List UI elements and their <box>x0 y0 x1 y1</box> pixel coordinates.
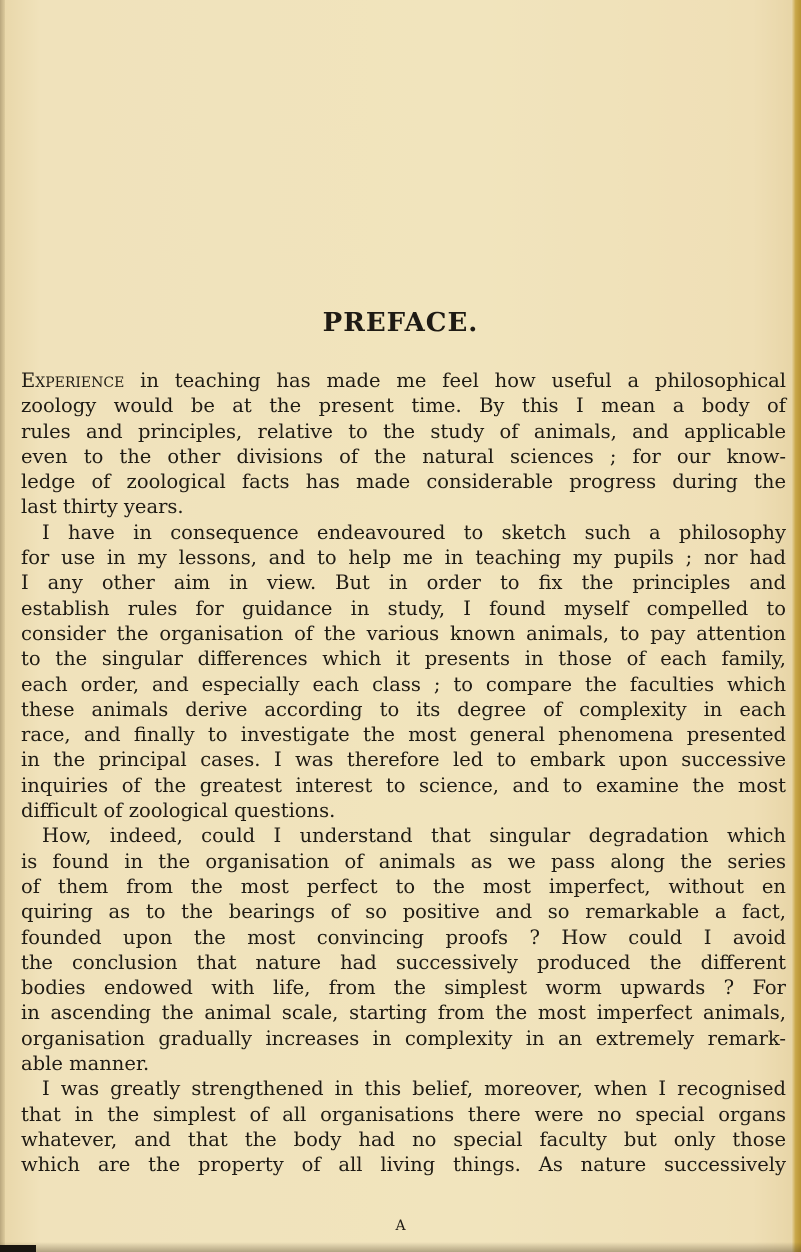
text-line: establish rules for guidance in study, I found myself compelled to <box>21 596 786 620</box>
paragraph-2 <box>21 520 786 824</box>
text-line: race, and finally to investigate the most general phenomena presented <box>21 723 786 747</box>
text-line: ledge of zoological facts has made considerable progress during the <box>21 470 786 494</box>
text-line: founded upon the most convincing proofs ? How could I avoid <box>21 925 786 949</box>
text-line: consider the organisation of the various known animals, to pay attention <box>21 621 786 645</box>
lead-word: Experience <box>21 369 125 392</box>
text-line: quiring as to the bearings of so positive and so remarkable a fact, <box>21 900 786 924</box>
text-line: for use in my lessons, and to help me in teaching my pupils ; nor had <box>21 546 786 570</box>
corner-mark <box>0 1245 36 1252</box>
text-line: inquiries of the greatest interest to science, and to examine the most <box>21 773 786 797</box>
text-line: organisation gradually increases in complexity in an extremely remark- <box>21 1026 786 1050</box>
paragraph-4 <box>21 1076 786 1177</box>
text-line: is found in the organisation of animals as we pass along the series <box>21 849 786 873</box>
line-text: in teaching has made me feel how useful a philosophical <box>124 369 786 392</box>
text-line: these animals derive according to its degree of complexity in each <box>21 697 786 721</box>
paragraph-3 <box>21 823 786 1076</box>
text-line: that in the simplest of all organisations there were no special organs <box>21 1102 786 1126</box>
text-line: of them from the most perfect to the most imperfect, without en <box>21 874 786 898</box>
page-right-edge <box>792 0 801 1252</box>
paragraph-1 <box>21 368 786 520</box>
text-line: How, indeed, could I understand that singular degradation which <box>42 824 786 848</box>
signature-mark: A <box>395 1218 406 1234</box>
page-title: PREFACE. <box>322 308 479 338</box>
text-line: last thirty years. <box>21 495 184 519</box>
text-line: which are the property of all living things. As nature successively <box>21 1153 786 1177</box>
text-line: in the principal cases. I was therefore led to embark upon successive <box>21 748 786 772</box>
text-line: even to the other divisions of the natural sciences ; for our know- <box>21 444 786 468</box>
text-line: rules and principles, relative to the study of animals, and applicable <box>21 419 786 443</box>
text-line: difficult of zoological questions. <box>21 799 336 823</box>
text-line: I have in consequence endeavoured to sketch such a philosophy <box>42 520 786 544</box>
text-line: I was greatly strengthened in this belief, moreover, when I recognised <box>42 1077 786 1101</box>
page-left-edge <box>0 0 5 1252</box>
text-line: able manner. <box>21 1052 150 1076</box>
text-line: to the singular differences which it presents in those of each family, <box>21 647 786 671</box>
body-text <box>21 368 786 1178</box>
text-line <box>21 368 786 393</box>
text-line: whatever, and that the body had no special faculty but only those <box>21 1127 786 1151</box>
text-line: in ascending the animal scale, starting from the most imperfect animals, <box>21 1001 786 1025</box>
text-line: the conclusion that nature had successively produced the different <box>21 950 786 974</box>
text-line: bodies endowed with life, from the simplest worm upwards ? For <box>21 976 786 1000</box>
text-line: each order, and especially each class ; to compare the faculties which <box>21 672 786 696</box>
page-bottom-shadow <box>0 1242 801 1252</box>
text-line: I any other aim in view. But in order to fix the principles and <box>21 571 786 595</box>
text-line: zoology would be at the present time. By this I mean a body of <box>21 394 786 418</box>
